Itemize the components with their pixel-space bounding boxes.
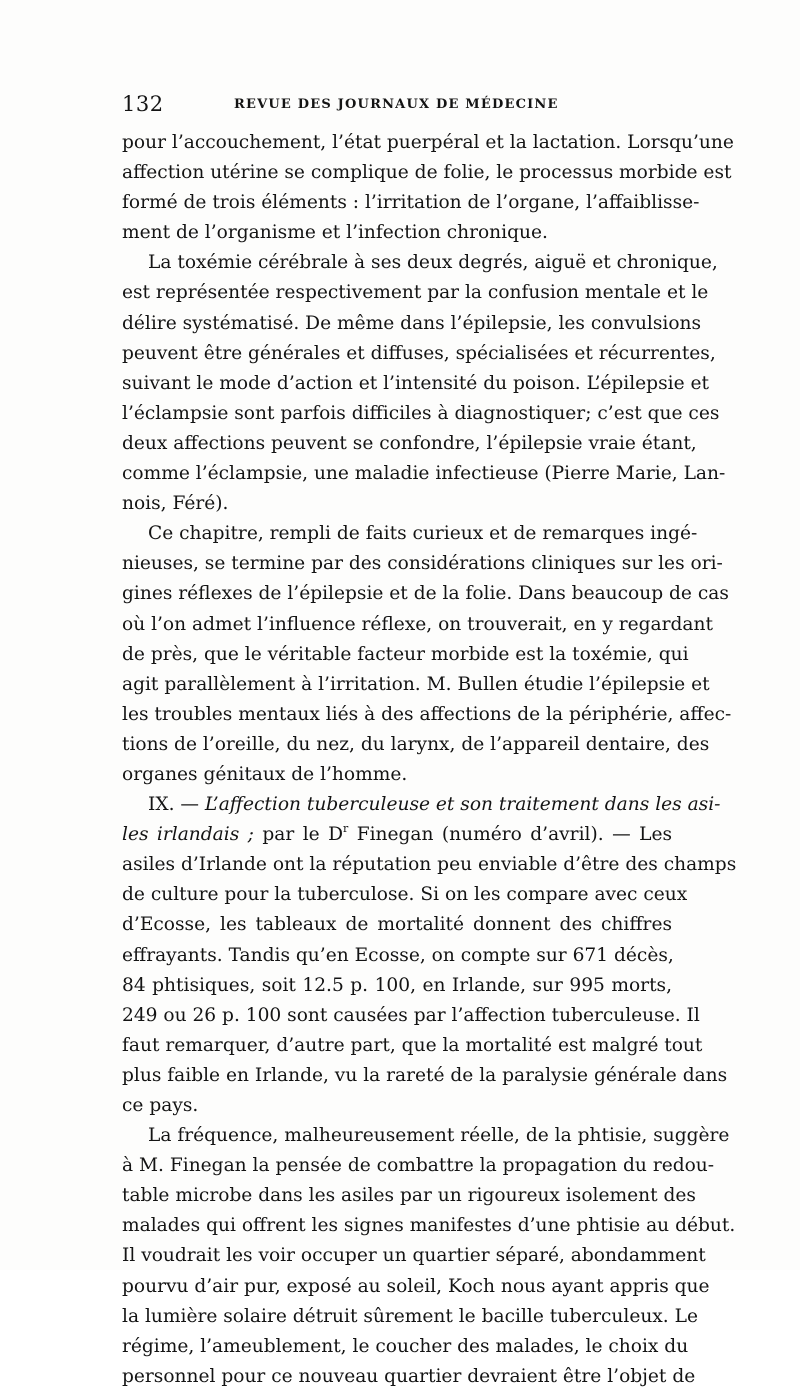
text-line bbox=[122, 610, 713, 640]
text-segment: personnel pour ce nouveau quartier devraient être l’objet de bbox=[122, 1365, 696, 1387]
text-segment: IX. — bbox=[148, 794, 205, 816]
text-line bbox=[122, 218, 672, 248]
running-head: REVUE DES JOURNAUX DE MÉDECINE bbox=[234, 97, 559, 112]
text-segment: tions de l’oreille, du nez, du larynx, de l’appareil dentaire, des bbox=[122, 733, 710, 755]
text-segment: formé de trois éléments : l’irritation de l’organe, l’affaiblisse- bbox=[122, 192, 700, 214]
text-segment: Finegan (numéro d’avril). — Les bbox=[348, 824, 672, 846]
text-line bbox=[122, 489, 672, 519]
text-segment: suivant le mode d’action et l’intensité du poison. L’épilepsie et bbox=[122, 372, 709, 394]
text-line bbox=[122, 128, 734, 158]
text-segment: nieuses, se termine par des considérations cliniques sur les ori- bbox=[122, 553, 723, 575]
text-line bbox=[122, 188, 700, 218]
text-line bbox=[122, 399, 720, 429]
text-line bbox=[122, 760, 672, 790]
text-segment: Ce chapitre, rempli de faits curieux et de remarques ingé- bbox=[148, 523, 698, 545]
text-segment: peuvent être générales et diffuses, spécialisées et récurrentes, bbox=[122, 342, 716, 364]
italic-text: L’affection tuberculeuse et son traitement dans les asi- bbox=[204, 794, 721, 816]
text-segment: pour l’accouchement, l’état puerpéral et la lactation. Lorsqu’une bbox=[122, 132, 734, 153]
text-segment: où l’on admet l’influence réflexe, on trouverait, en y regardant bbox=[122, 613, 713, 635]
text-segment: 84 phtisiques, soit 12.5 p. 100, en Irlande, sur 995 morts, bbox=[122, 974, 672, 996]
text-segment: est représentée respectivement par la confusion mentale et le bbox=[122, 282, 709, 304]
text-segment: de près, que le véritable facteur morbide est la toxémie, qui bbox=[122, 643, 689, 665]
text-line bbox=[122, 309, 702, 339]
text-segment: La fréquence, malheureusement réelle, de la phtisie, suggère bbox=[148, 1125, 730, 1147]
text-segment: pourvu d’air pur, exposé au soleil, Koch nous ayant appris que bbox=[122, 1275, 710, 1297]
text-segment: la lumière solaire détruit sûrement le bacille tuberculeux. Le bbox=[122, 1305, 698, 1327]
body-text bbox=[122, 128, 737, 1392]
text-line bbox=[122, 910, 672, 940]
text-segment: d’Ecosse, les tableaux de mortalité donnent des chiffres bbox=[122, 914, 672, 936]
text-line bbox=[122, 1181, 696, 1211]
text-line bbox=[122, 971, 672, 1001]
text-line bbox=[122, 820, 672, 850]
text-line bbox=[122, 459, 726, 489]
text-segment: affection utérine se complique de folie, le processus morbide est bbox=[122, 162, 732, 184]
text-line bbox=[122, 640, 689, 670]
text-line bbox=[122, 730, 710, 760]
text-segment: faut remarquer, d’autre part, que la mortalité est malgré tout bbox=[122, 1034, 703, 1056]
text-segment: asiles d’Irlande ont la réputation peu enviable d’être des champs bbox=[122, 854, 737, 876]
text-line bbox=[122, 549, 723, 579]
text-segment: par le D bbox=[253, 824, 343, 846]
text-line bbox=[122, 579, 729, 609]
text-line bbox=[122, 278, 709, 308]
text-segment: nois, Féré). bbox=[122, 493, 229, 515]
text-line bbox=[122, 339, 716, 369]
page-number: 132 bbox=[122, 92, 164, 116]
text-segment: les troubles mentaux liés à des affections de la périphérie, affec- bbox=[122, 703, 732, 725]
text-line bbox=[122, 1031, 703, 1061]
text-line bbox=[122, 850, 737, 880]
text-line bbox=[122, 1241, 706, 1271]
text-line bbox=[122, 1362, 696, 1392]
text-line bbox=[122, 700, 732, 730]
text-line bbox=[122, 1302, 698, 1332]
text-segment: agit parallèlement à l’irritation. M. Bullen étudie l’épilepsie et bbox=[122, 673, 710, 695]
text-segment: régime, l’ameublement, le coucher des malades, le choix du bbox=[122, 1335, 689, 1357]
text-segment: plus faible en Irlande, vu la rareté de la paralysie générale dans bbox=[122, 1064, 728, 1086]
text-segment: effrayants. Tandis qu’en Ecosse, on compte sur 671 décès, bbox=[122, 944, 674, 966]
text-line bbox=[122, 519, 698, 549]
text-segment: La toxémie cérébrale à ses deux degrés, aiguë et chronique, bbox=[148, 252, 718, 274]
text-segment: deux affections peuvent se confondre, l’épilepsie vraie étant, bbox=[122, 432, 697, 454]
text-segment: comme l’éclampsie, une maladie infectieuse (Pierre Marie, Lan- bbox=[122, 463, 726, 485]
text-segment: table microbe dans les asiles par un rigoureux isolement des bbox=[122, 1185, 696, 1207]
text-line bbox=[122, 880, 688, 910]
text-segment: Il voudrait les voir occuper un quartier séparé, abondamment bbox=[122, 1245, 706, 1267]
text-line bbox=[122, 1061, 728, 1091]
text-line bbox=[122, 1272, 710, 1302]
text-segment: ment de l’organisme et l’infection chronique. bbox=[122, 222, 548, 244]
text-segment: malades qui offrent les signes manifestes d’une phtisie au début. bbox=[122, 1215, 736, 1237]
italic-text: les irlandais ; bbox=[122, 824, 254, 846]
text-line bbox=[122, 429, 697, 459]
text-line bbox=[122, 1121, 730, 1151]
text-line bbox=[122, 790, 721, 820]
text-line bbox=[122, 941, 672, 971]
text-line bbox=[122, 670, 710, 700]
text-segment: à M. Finegan la pensée de combattre la propagation du redou- bbox=[122, 1155, 715, 1177]
text-line bbox=[122, 1151, 715, 1181]
page-header bbox=[122, 92, 682, 122]
text-line bbox=[122, 369, 709, 399]
text-line bbox=[122, 158, 732, 188]
text-segment: l’éclampsie sont parfois difficiles à diagnostiquer; c’est que ces bbox=[122, 402, 720, 424]
text-segment: de culture pour la tuberculose. Si on les compare avec ceux bbox=[122, 884, 688, 906]
text-line bbox=[122, 1211, 736, 1241]
superscript: r bbox=[343, 822, 349, 836]
text-line bbox=[122, 1001, 700, 1031]
text-line bbox=[122, 1091, 672, 1121]
text-segment: délire systématisé. De même dans l’épilepsie, les convulsions bbox=[122, 312, 702, 334]
text-segment: gines réflexes de l’épilepsie et de la folie. Dans beaucoup de cas bbox=[122, 583, 729, 605]
text-segment: organes génitaux de l’homme. bbox=[122, 763, 408, 785]
text-line bbox=[122, 248, 718, 278]
text-segment: 249 ou 26 p. 100 sont causées par l’affection tuberculeuse. Il bbox=[122, 1004, 700, 1026]
text-segment: ce pays. bbox=[122, 1095, 199, 1116]
text-line bbox=[122, 1332, 689, 1362]
